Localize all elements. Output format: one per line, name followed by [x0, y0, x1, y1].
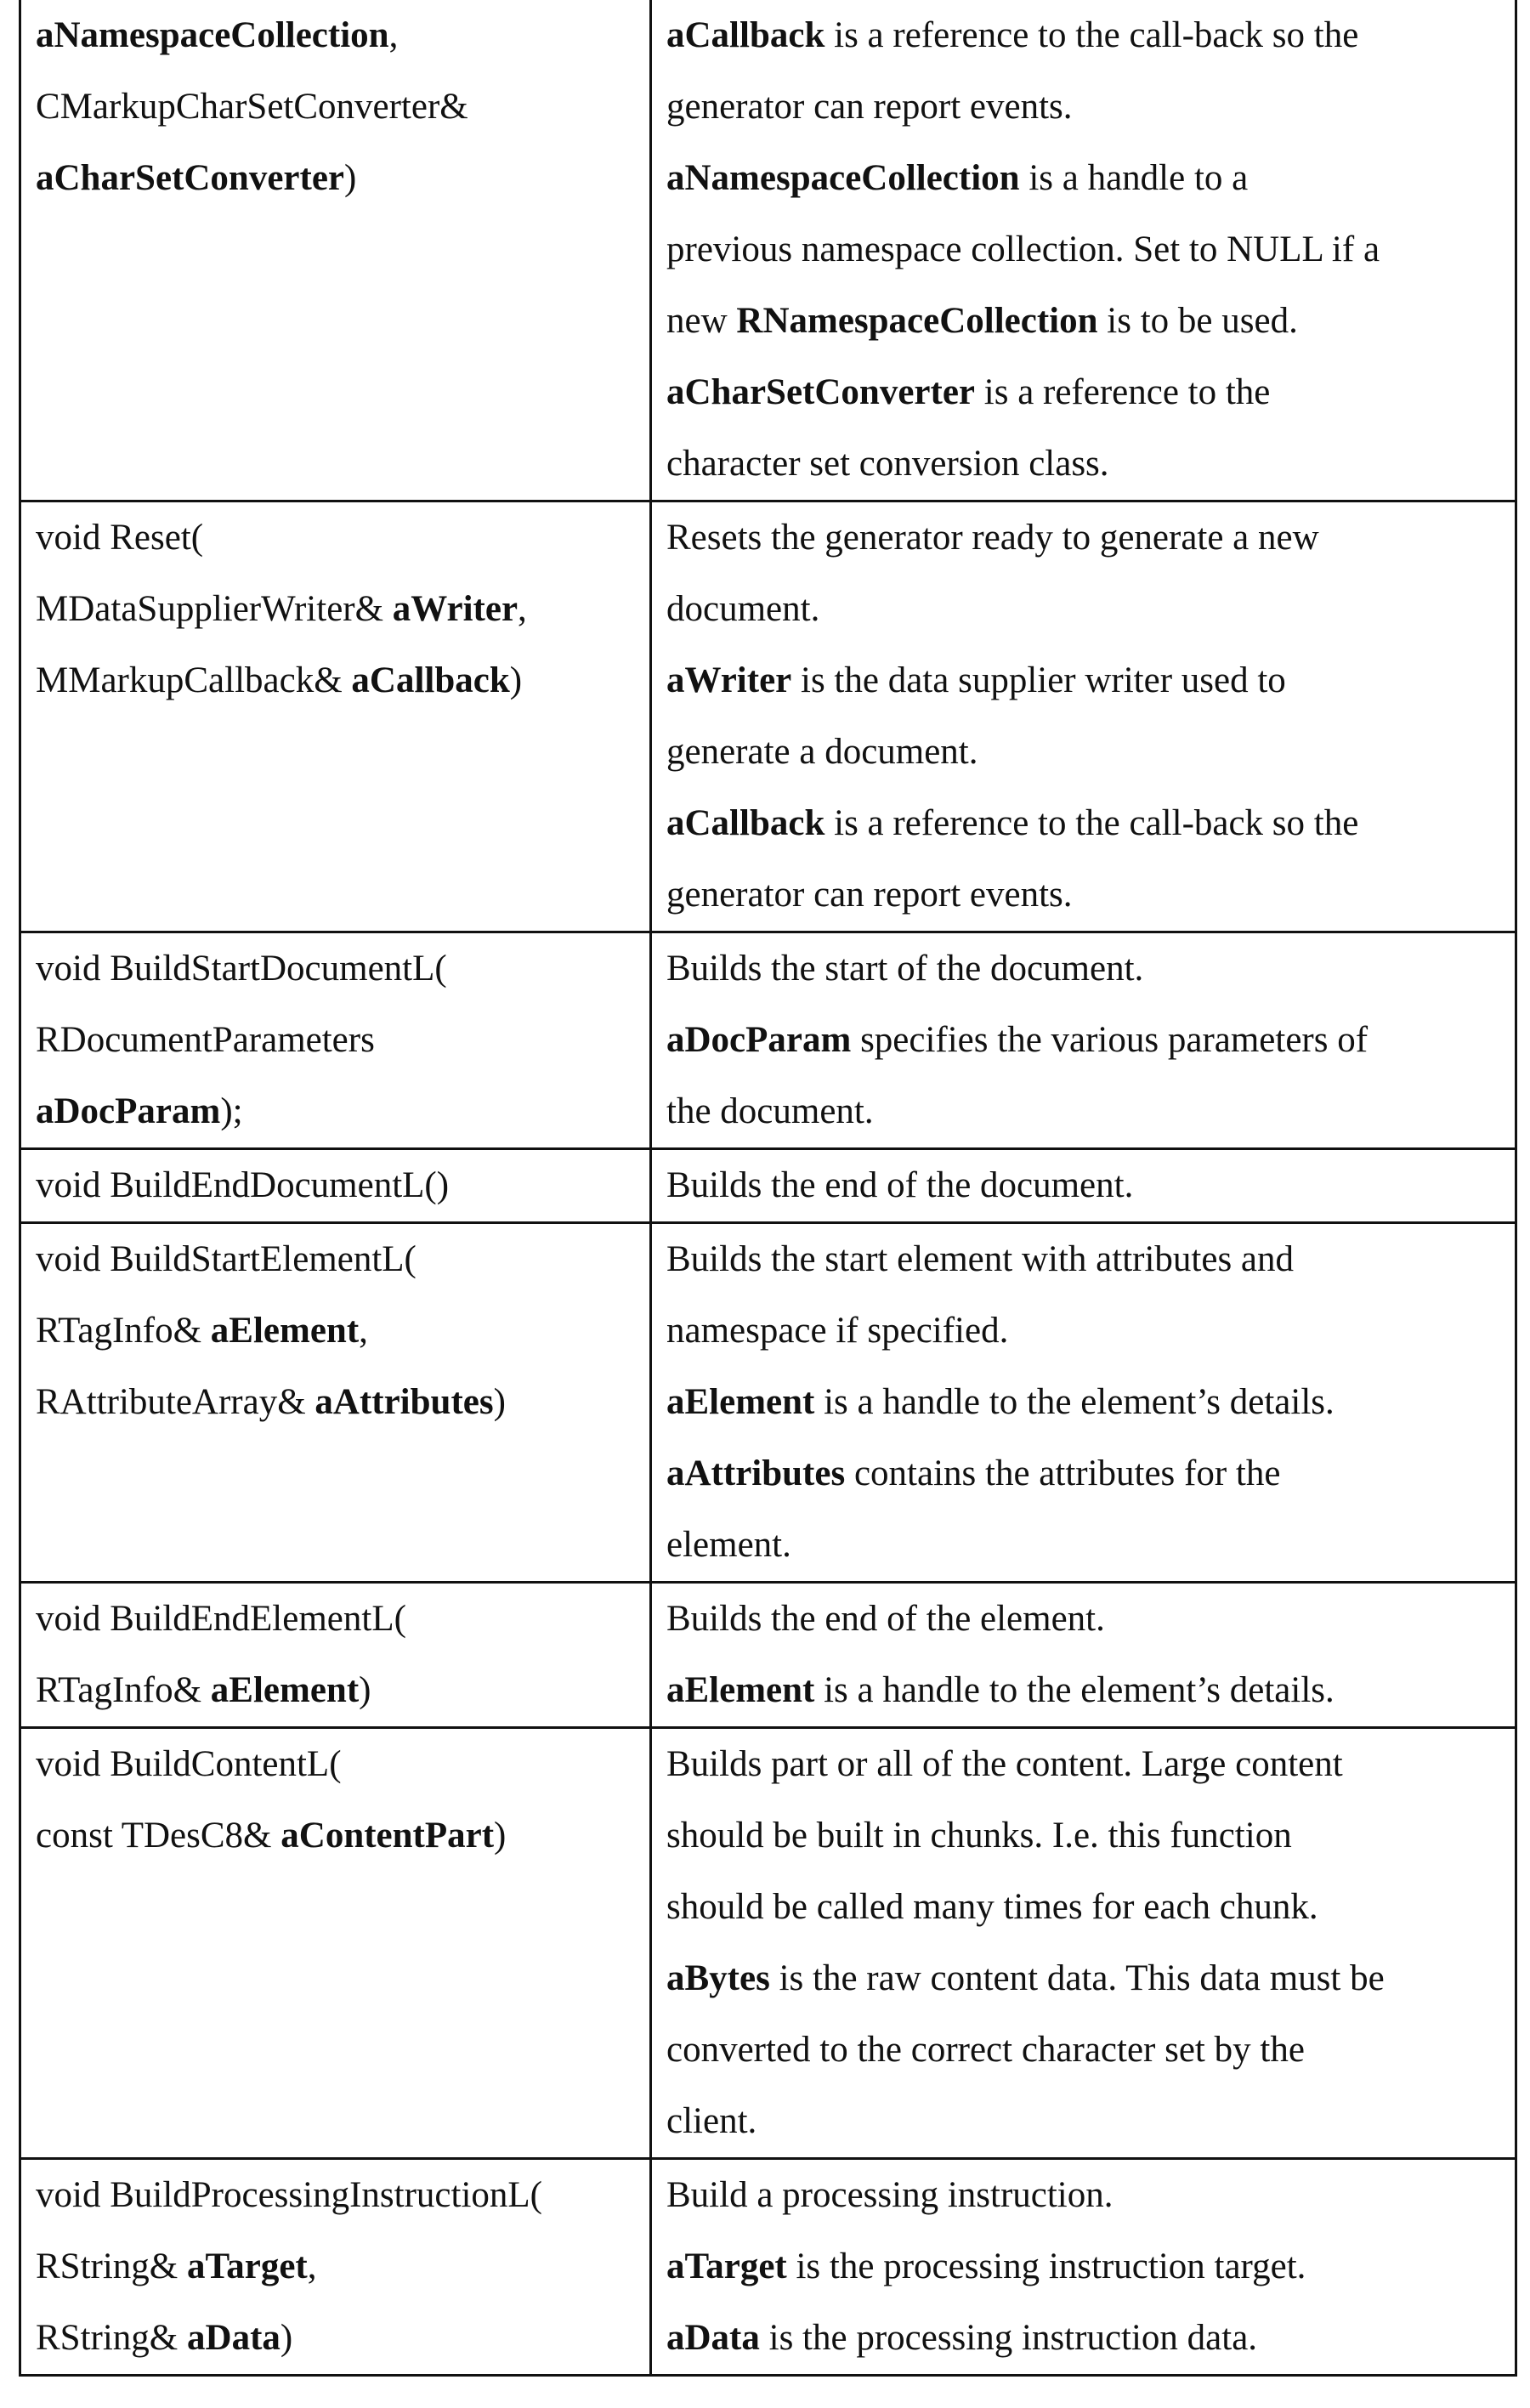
text-run: is a handle to the element’s details.: [814, 1670, 1334, 1710]
text-run: ,: [307, 2247, 317, 2286]
table-row: [20, 501, 1516, 932]
text-run: MDataSupplierWriter&: [36, 589, 393, 629]
parameter-name: aCharSetConverter: [36, 158, 345, 198]
text-run: is a reference to the call-back so the: [824, 15, 1359, 55]
parameter-name: aWriter: [392, 589, 518, 629]
signature-line: [36, 143, 632, 214]
api-method-table: [19, 0, 1517, 2377]
text-run: ): [359, 1670, 371, 1710]
text-run: RString&: [36, 2318, 188, 2358]
parameter-name: aCallback: [666, 15, 825, 55]
parameter-name: aData: [187, 2318, 280, 2358]
text-run: Build a processing instruction.: [666, 2175, 1114, 2215]
parameter-name: aDocParam: [36, 1091, 221, 1131]
document-page: [19, 0, 1515, 2387]
table-row: [20, 1149, 1516, 1223]
description-line: [666, 1005, 1498, 1076]
table-row: [20, 0, 1516, 501]
text-run: specifies the various parameters of: [851, 1020, 1368, 1060]
description-line: [666, 428, 1498, 500]
description-line: [666, 143, 1498, 214]
description-line: [666, 1076, 1498, 1147]
parameter-name: aElement: [210, 1670, 360, 1710]
text-run: ): [280, 2318, 293, 2358]
parameter-name: aElement: [666, 1382, 815, 1422]
method-description-cell: [651, 1583, 1516, 1728]
description-line: [666, 2303, 1498, 2374]
parameter-name: aBytes: [666, 1958, 770, 1998]
description-line: [666, 357, 1498, 428]
description-line: [666, 1655, 1498, 1726]
signature-line: [36, 1584, 632, 1655]
description-line: [666, 1150, 1498, 1221]
signature-line: [36, 1800, 632, 1872]
text-run: is a reference to the: [975, 372, 1271, 412]
text-run: RTagInfo&: [36, 1311, 211, 1351]
text-run: contains the attributes for the: [845, 1453, 1281, 1493]
parameter-name: aDocParam: [666, 1020, 852, 1060]
text-run: ,: [359, 1311, 368, 1351]
text-run: Builds the start of the document.: [666, 949, 1144, 989]
parameter-name: aCallback: [351, 660, 510, 700]
method-signature-cell: [20, 2159, 651, 2376]
text-run: void BuildEndDocumentL(): [36, 1165, 450, 1205]
text-run: void BuildContentL(: [36, 1744, 342, 1784]
parameter-name: aElement: [210, 1311, 360, 1351]
signature-line: [36, 1655, 632, 1726]
text-run: document.: [666, 589, 820, 629]
text-run: void BuildStartElementL(: [36, 1239, 416, 1279]
table-row: [20, 1583, 1516, 1728]
text-run: RString&: [36, 2247, 188, 2286]
parameter-name: aCallback: [666, 803, 825, 843]
text-run: element.: [666, 1525, 791, 1565]
text-run: converted to the correct character set by the: [666, 2030, 1305, 2070]
text-run: is a reference to the call-back so the: [824, 803, 1359, 843]
signature-line: [36, 0, 632, 71]
text-run: ): [494, 1816, 507, 1856]
text-run: ): [493, 1382, 506, 1422]
description-line: [666, 214, 1498, 286]
description-line: [666, 1224, 1498, 1295]
parameter-name: aData: [666, 2318, 760, 2358]
text-run: RAttributeArray&: [36, 1382, 315, 1422]
text-run: character set conversion class.: [666, 444, 1109, 484]
method-signature-cell: [20, 501, 651, 932]
text-run: generator can report events.: [666, 875, 1073, 915]
signature-line: [36, 1367, 632, 1438]
api-table-body: [20, 0, 1516, 2376]
text-run: void BuildProcessingInstructionL(: [36, 2175, 542, 2215]
description-line: [666, 1729, 1498, 1800]
parameter-name: aElement: [666, 1670, 815, 1710]
table-row: [20, 1223, 1516, 1583]
description-line: [666, 645, 1498, 717]
parameter-name: aTarget: [187, 2247, 308, 2286]
description-line: [666, 1295, 1498, 1367]
parameter-name: aAttributes: [314, 1382, 494, 1422]
text-run: ,: [518, 589, 527, 629]
description-line: [666, 1943, 1498, 2014]
description-line: [666, 502, 1498, 574]
signature-line: [36, 1224, 632, 1295]
description-line: [666, 2014, 1498, 2086]
text-run: Builds part or all of the content. Large content: [666, 1744, 1343, 1784]
description-line: [666, 1800, 1498, 1872]
text-run: should be built in chunks. I.e. this function: [666, 1816, 1292, 1856]
signature-line: [36, 574, 632, 645]
text-run: Builds the end of the document.: [666, 1165, 1134, 1205]
parameter-name: aTarget: [666, 2247, 787, 2286]
table-row: [20, 932, 1516, 1149]
text-run: generator can report events.: [666, 87, 1073, 127]
method-description-cell: [651, 2159, 1516, 2376]
description-line: [666, 1438, 1498, 1510]
text-run: Resets the generator ready to generate a new: [666, 518, 1319, 558]
parameter-name: aContentPart: [280, 1816, 495, 1856]
text-run: is the data supplier writer used to: [791, 660, 1286, 700]
description-line: [666, 1367, 1498, 1438]
signature-line: [36, 1150, 632, 1221]
text-run: is to be used.: [1097, 301, 1298, 341]
method-description-cell: [651, 501, 1516, 932]
text-run: CMarkupCharSetConverter&: [36, 87, 468, 127]
method-signature-cell: [20, 1583, 651, 1728]
signature-line: [36, 645, 632, 717]
text-run: client.: [666, 2101, 757, 2141]
text-run: ): [344, 158, 357, 198]
description-line: [666, 1872, 1498, 1943]
text-run: const TDesC8&: [36, 1816, 281, 1856]
parameter-name: aAttributes: [666, 1453, 846, 1493]
description-line: [666, 574, 1498, 645]
method-description-cell: [651, 1223, 1516, 1583]
method-description-cell: [651, 0, 1516, 501]
signature-line: [36, 933, 632, 1005]
signature-line: [36, 1295, 632, 1367]
method-description-cell: [651, 1728, 1516, 2159]
description-line: [666, 0, 1498, 71]
text-run: Builds the end of the element.: [666, 1599, 1105, 1639]
text-run: generate a document.: [666, 732, 978, 772]
description-line: [666, 859, 1498, 931]
text-run: should be called many times for each chunk.: [666, 1887, 1318, 1927]
description-line: [666, 2231, 1498, 2303]
description-line: [666, 286, 1498, 357]
text-run: namespace if specified.: [666, 1311, 1009, 1351]
description-line: [666, 1584, 1498, 1655]
table-row: [20, 1728, 1516, 2159]
text-run: is the raw content data. This data must be: [769, 1958, 1385, 1998]
text-run: );: [220, 1091, 243, 1131]
description-line: [666, 788, 1498, 859]
description-line: [666, 933, 1498, 1005]
description-line: [666, 71, 1498, 143]
parameter-name: aWriter: [666, 660, 792, 700]
method-signature-cell: [20, 1223, 651, 1583]
text-run: RTagInfo&: [36, 1670, 211, 1710]
text-run: is a handle to a: [1019, 158, 1249, 198]
text-run: is a handle to the element’s details.: [814, 1382, 1334, 1422]
description-line: [666, 1510, 1498, 1581]
signature-line: [36, 1729, 632, 1800]
method-signature-cell: [20, 932, 651, 1149]
text-run: new: [666, 301, 737, 341]
signature-line: [36, 2160, 632, 2231]
signature-line: [36, 1005, 632, 1076]
method-signature-cell: [20, 0, 651, 501]
text-run: ): [509, 660, 523, 700]
text-run: Builds the start element with attributes and: [666, 1239, 1295, 1279]
description-line: [666, 2160, 1498, 2231]
signature-line: [36, 502, 632, 574]
method-description-cell: [651, 932, 1516, 1149]
signature-line: [36, 2231, 632, 2303]
text-run: is the processing instruction target.: [786, 2247, 1306, 2286]
signature-line: [36, 2303, 632, 2374]
parameter-name: aNamespaceCollection: [36, 15, 389, 55]
description-line: [666, 717, 1498, 788]
text-run: RDocumentParameters: [36, 1020, 375, 1060]
table-row: [20, 2159, 1516, 2376]
signature-line: [36, 71, 632, 143]
method-description-cell: [651, 1149, 1516, 1223]
parameter-name: aNamespaceCollection: [666, 158, 1020, 198]
signature-line: [36, 1076, 632, 1147]
parameter-name: aCharSetConverter: [666, 372, 976, 412]
text-run: is the processing instruction data.: [759, 2318, 1258, 2358]
text-run: void BuildStartDocumentL(: [36, 949, 447, 989]
text-run: void Reset(: [36, 518, 204, 558]
method-signature-cell: [20, 1149, 651, 1223]
text-run: the document.: [666, 1091, 874, 1131]
text-run: previous namespace collection. Set to NULL if a: [666, 229, 1380, 269]
description-line: [666, 2086, 1498, 2157]
text-run: void BuildEndElementL(: [36, 1599, 406, 1639]
text-run: MMarkupCallback&: [36, 660, 352, 700]
method-signature-cell: [20, 1728, 651, 2159]
text-run: ,: [388, 15, 399, 55]
parameter-name: RNamespaceCollection: [736, 301, 1098, 341]
